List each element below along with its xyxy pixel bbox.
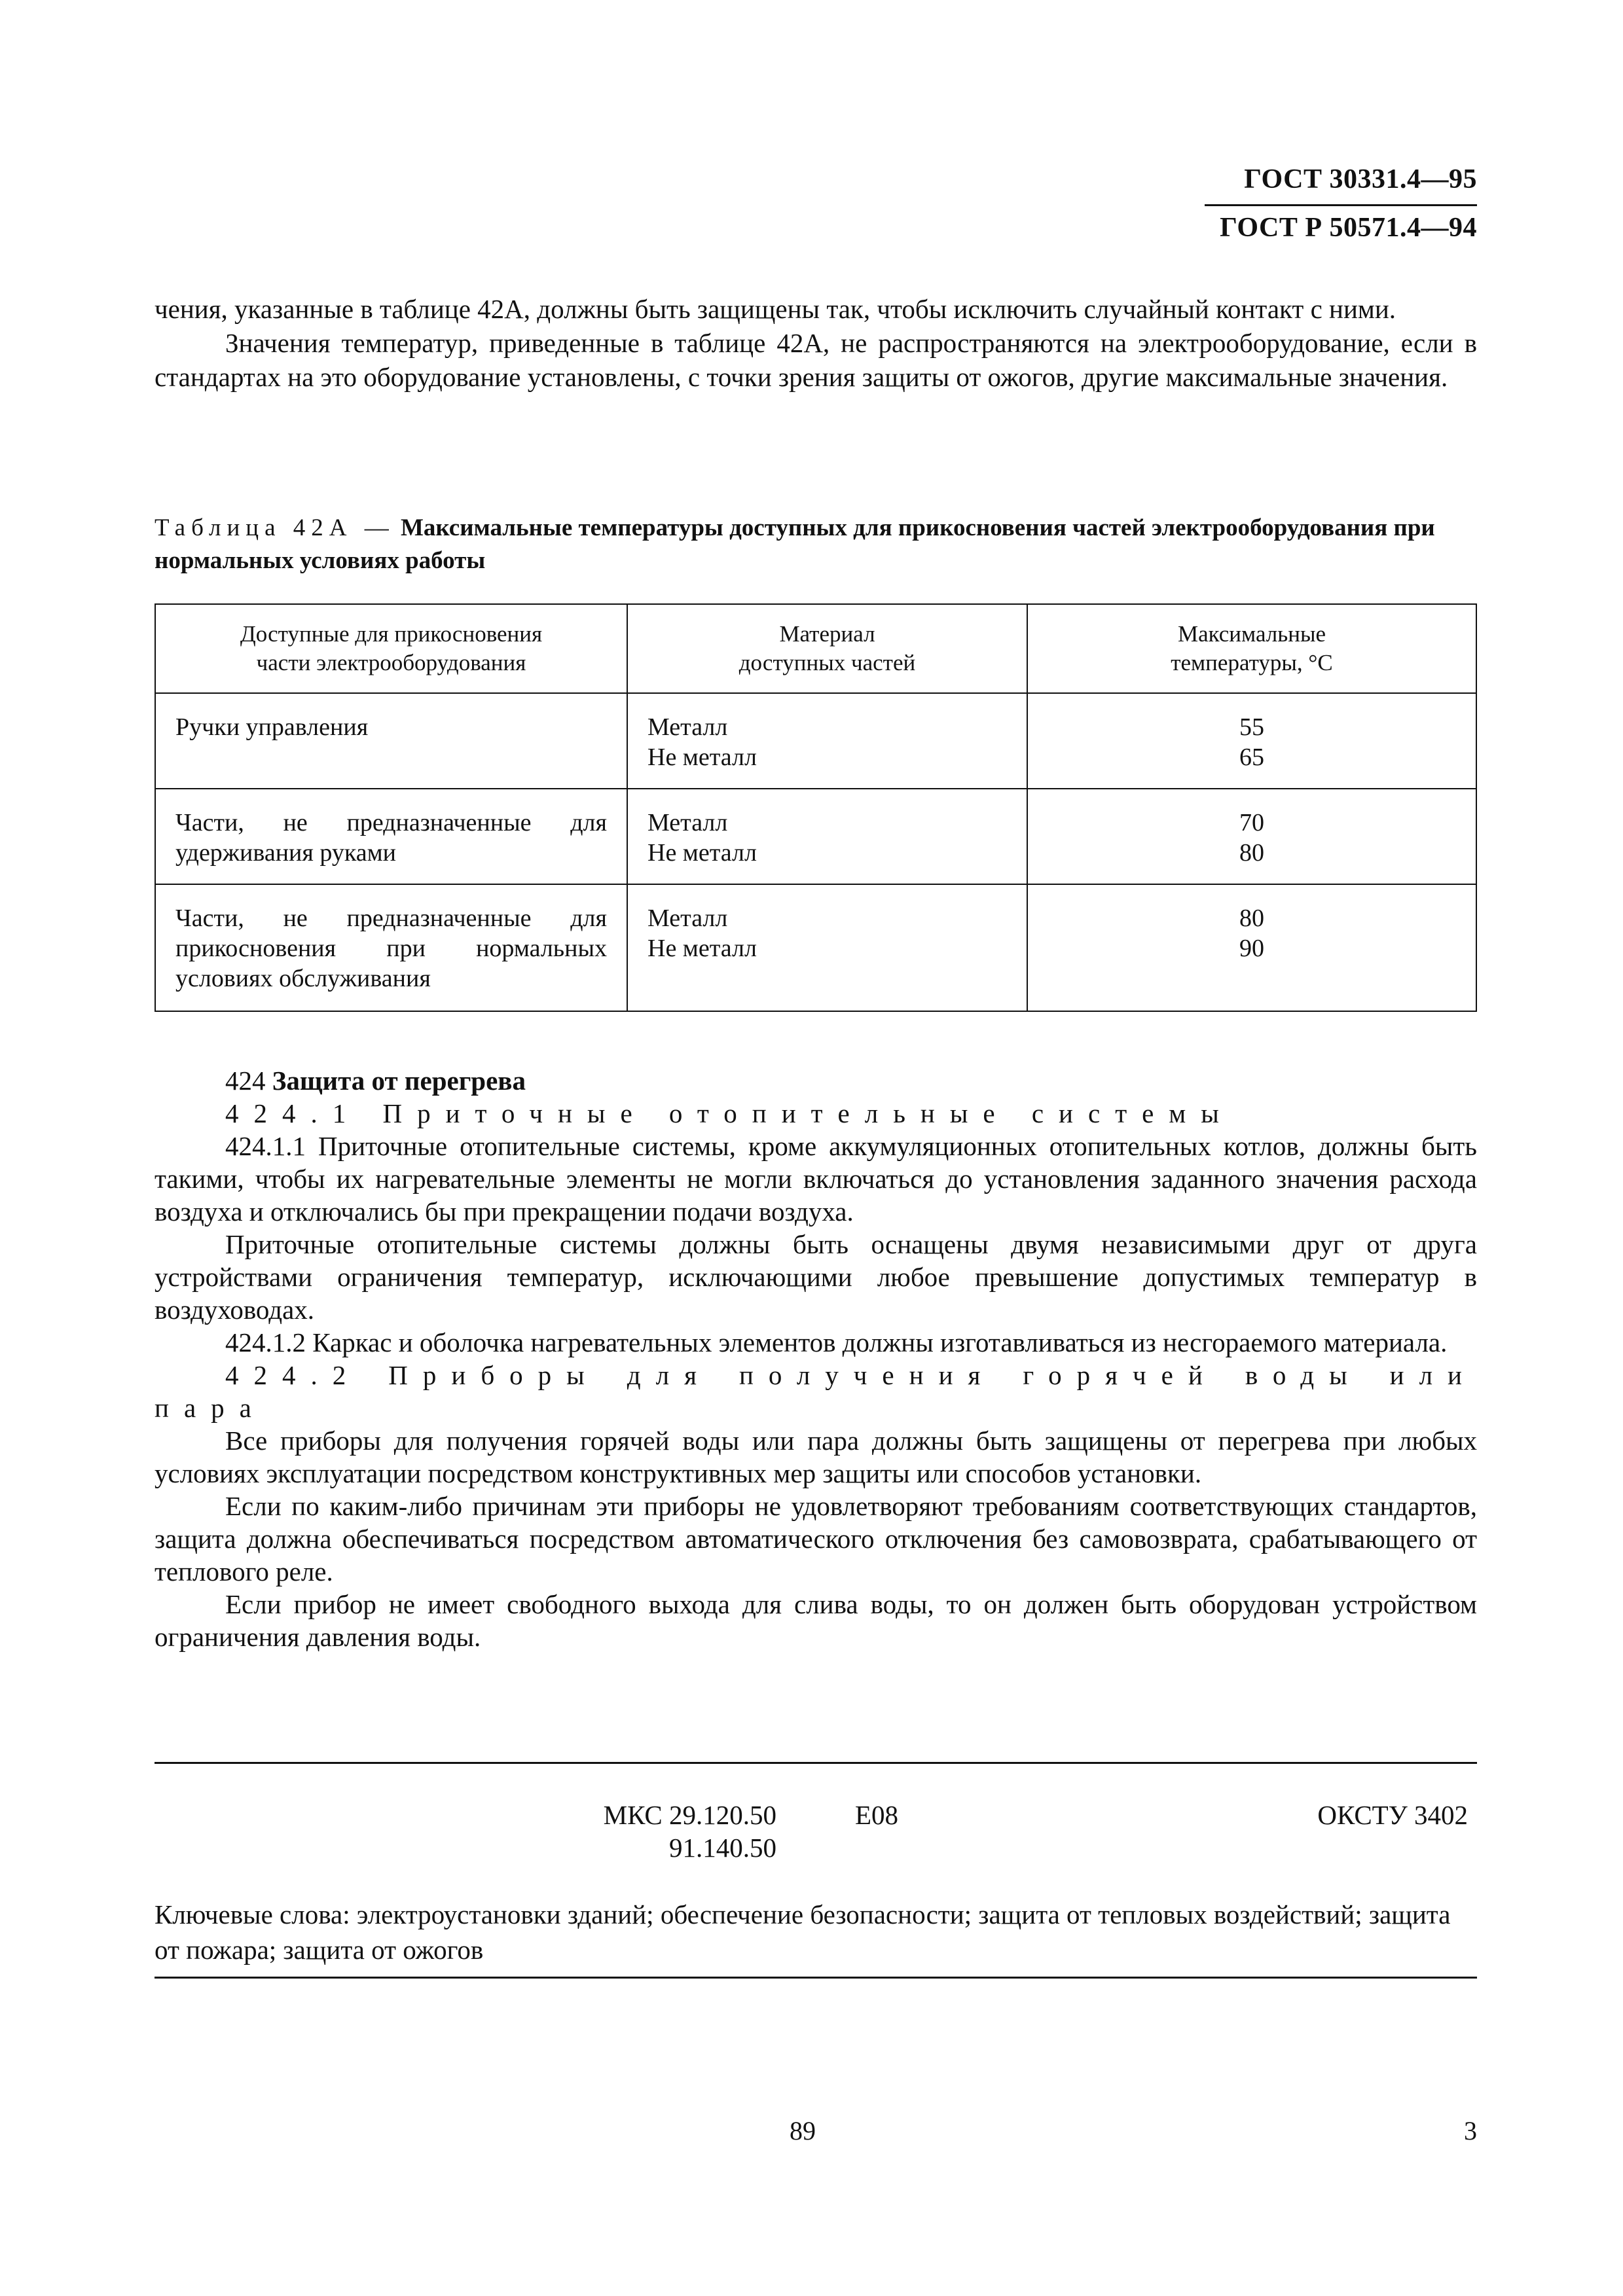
column-header-temperature: Максимальные температуры, °С [1027,604,1476,693]
header-divider [1205,204,1477,206]
table-row [155,789,1476,884]
paragraph-42411: 424.1.1 Приточные отопительные системы, кроме аккумуляционных отопительных котлов, должны быть такими, чтобы их нагревательные элементы не могли включаться до установления заданного значения расхода воздуха и отключались бы при прекращении подачи воздуха. [155,1131,1477,1227]
paragraph-4242-c: Если прибор не имеет свободного выхода для слива воды, то он должен быть оборудован устройством ограничения давления воды. [155,1589,1477,1652]
table-row [155,884,1476,1011]
footer-bottom-rule [155,1977,1477,1979]
table-cell-part: Ручки управления [155,693,627,789]
table-cell-part: Части, не предназначенные для прикосновения при нормальных условиях обслуживания [155,884,627,1011]
paragraph-4242-b: Если по каким-либо причинам эти приборы не удовлетворяют требованиям соответствующих стандартов, защита должна обеспечиваться посредством автоматического отключения без самовозврата, срабатывающего от теплового реле. [155,1491,1477,1587]
table-cell-temperature: 80 90 [1027,884,1476,1011]
table-cell-material: Металл Не металл [627,884,1027,1011]
temperature-table [155,603,1477,1012]
table-caption-title: Максимальные температуры доступных для прикосновения частей электрооборудования при нормальных условиях работы [155,514,1435,574]
section-424 [155,1064,1477,1653]
table-cell-material: Металл Не металл [627,693,1027,789]
section-heading-424: 424 Защита от перегрева [225,1066,526,1096]
page-number-right: 3 [1464,2116,1477,2145]
mks-codes: МКС 29.120.50 91.140.50 [603,1800,776,1863]
standard-number-2: ГОСТ Р 50571.4—94 [1220,213,1477,243]
table-caption [155,512,1477,577]
keywords: Ключевые слова: электроустановки зданий; обеспечение безопасности; защита от тепловых воздействий; защита от пожара; защита от ожогов [155,1899,1451,1965]
table-cell-part: Части, не предназначенные для удерживания руками [155,789,627,884]
document-page [155,0,1477,2296]
table-header-row [155,604,1476,693]
okstu-code: ОКСТУ 3402 [1317,1800,1468,1830]
intro-paragraph-1: чения, указанные в таблице 42А, должны быть защищены так, чтобы исключить случайный контакт с ними. [155,294,1396,324]
table-cell-temperature: 70 80 [1027,789,1476,884]
subsection-heading-4242: 424.2 Приборы для получения горячей воды или пара [155,1360,1477,1423]
intro-text [155,292,1477,394]
table-row [155,693,1476,789]
classification-code: Е08 [855,1800,899,1830]
intro-paragraph-2: Значения температур, приведенные в таблице 42А, не распространяются на электрооборудование, если в стандартах на это оборудование установлены, с точки зрения защиты от ожогов, другие максимальные значения. [155,328,1477,392]
footer-top-rule [155,1762,1477,1764]
table-cell-temperature: 55 65 [1027,693,1476,789]
page-number-center: 89 [790,2116,816,2145]
paragraph-42412: 424.1.2 Каркас и оболочка нагревательных элементов должны изготавливаться из несгораемого материала. [225,1327,1448,1357]
table-cell-material: Металл Не металл [627,789,1027,884]
column-header-material: Материал доступных частей [627,604,1027,693]
column-header-parts: Доступные для прикосновения части электрооборудования [155,604,627,693]
paragraph-42411-cont: Приточные отопительные системы должны быть оснащены двумя независимыми друг от друга устройствами ограничения температур, исключающими любое превышение допустимых температур в воздуховодах. [155,1229,1477,1325]
table-caption-label: Таблица 42А — [155,514,395,541]
subsection-heading-4241: 424.1 Приточные отопительные системы [225,1098,1234,1128]
paragraph-4242-a: Все приборы для получения горячей воды или пара должны быть защищены от перегрева при любых условиях эксплуатации посредством конструктивных мер защиты или способов установки. [155,1426,1477,1488]
standard-number-1: ГОСТ 30331.4—95 [1244,164,1477,194]
